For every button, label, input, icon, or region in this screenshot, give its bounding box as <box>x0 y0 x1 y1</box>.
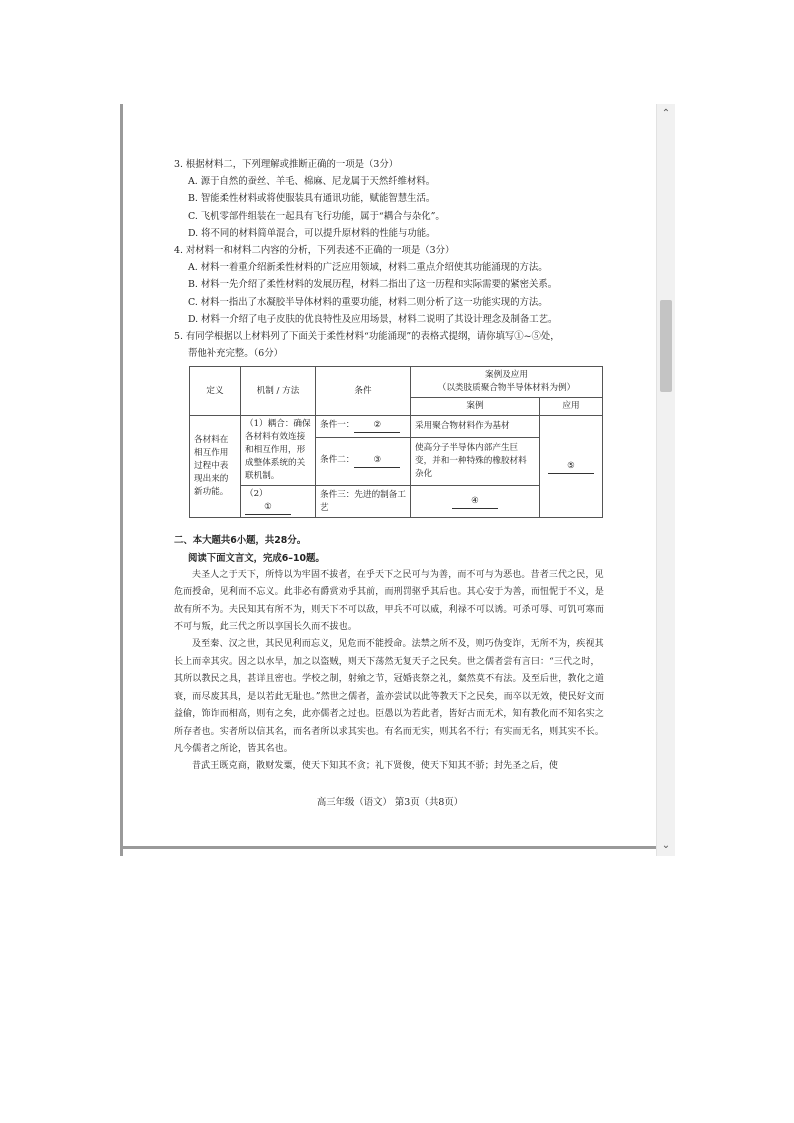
page-footer: 高三年级（语文） 第3页（共8页） <box>316 797 464 808</box>
q3-option-b: B. 智能柔性材料或将使服装具有通讯功能，赋能智慧生活。 <box>188 193 436 205</box>
application-cell <box>540 416 603 518</box>
mechanism-2-cell <box>241 486 316 518</box>
header-case-application <box>411 367 603 398</box>
blank-5[interactable]: ⑤ <box>548 460 594 474</box>
scroll-up-arrow-icon[interactable]: ⌃ <box>661 108 671 119</box>
condition-2-label: 条件二： <box>320 455 355 466</box>
condition-2-cell <box>316 437 411 486</box>
condition-3-cell: 条件三：先进的制备工艺 <box>316 486 411 518</box>
scroll-down-arrow-icon[interactable]: ⌄ <box>661 840 671 851</box>
header-case-application-note: （以类肢质聚合物半导体材料为例） <box>437 383 576 394</box>
scrollbar-thumb[interactable] <box>660 300 672 392</box>
page-left-border <box>120 104 123 856</box>
header-condition: 条件 <box>316 367 411 416</box>
question-5-stem-cont: 帮他补充完整。（6分） <box>188 348 284 360</box>
blank-2[interactable]: ② <box>354 419 400 433</box>
header-mechanism: 机制 / 方法 <box>241 367 316 416</box>
section-2-instruction: 阅读下面文言文，完成6–10题。 <box>188 552 325 564</box>
q4-option-c: C. 材料一指出了水凝胶半导体材料的重要功能，材料二则分析了这一功能实现的方法。 <box>188 296 548 308</box>
q4-option-b: B. 材料一先介绍了柔性材料的发展历程，材料二指出了这一历程和实际需要的紧密关系。 <box>188 279 558 291</box>
question-4-stem: 4. 对材料一和材料二内容的分析，下列表述不正确的一项是（3分） <box>174 245 455 257</box>
blank-1[interactable]: ① <box>245 501 291 515</box>
exam-page-content <box>174 156 606 776</box>
header-case: 案例 <box>411 398 540 416</box>
q4-option-d: D. 材料一介绍了电子皮肤的优良特性及应用场景，材料二说明了其设计理念及制备工艺。 <box>188 313 558 325</box>
q3-option-a: A. 源于自然的蚕丝、羊毛、棉麻、尼龙属于天然纤维材料。 <box>188 176 436 188</box>
mechanism-2-label: （2） <box>245 489 268 500</box>
header-definition: 定义 <box>190 367 241 416</box>
question-5-stem: 5. 有同学根据以上材料列了下面关于柔性材料“功能涌现”的表格式提纲，请你填写①~⑤处， <box>174 331 560 343</box>
condition-1-label: 条件一： <box>320 420 355 431</box>
condition-1-cell <box>316 416 411 437</box>
blank-4[interactable]: ④ <box>452 495 498 509</box>
section-2-heading: 二、本大题共6小题，共28分。 <box>174 535 307 547</box>
q3-option-c: C. 飞机零部件组装在一起具有飞行功能，属于“耦合与杂化”。 <box>188 210 445 222</box>
classical-passage-paragraph-1: 夫圣人之于天下，所恃以为牢固不拔者，在乎天下之民可与为善，而不可与为恶也。昔者三代之民，见危而授命，见利而不忘义。此非必有爵赏劝乎其前，而刑罚驱乎其后也。其心安于为善，而忸怩于不义，是故有所不为。夫民知其有所不为，则天下不可以敌，甲兵不可以威，利禄不可以诱。可杀可辱、可饥可寒而不可与叛，此三代之所以享国长久而不拔也。 <box>174 569 605 633</box>
blank-3[interactable]: ③ <box>354 454 400 468</box>
q4-option-a: A. 材料一着重介绍新柔性材料的广泛应用领域，材料二重点介绍使其功能涌现的方法。 <box>188 262 548 274</box>
mechanism-coupling: （1）耦合：确保各材料有效连接和相互作用，形成整体系统的关联机制。 <box>241 416 316 486</box>
case-2-cell: 使高分子半导体内部产生巨变，并和一种特殊的橡胶材料杂化 <box>411 437 540 486</box>
q3-option-d: D. 将不同的材料简单混合，可以提升原材料的性能与功能。 <box>188 227 436 239</box>
header-application: 应用 <box>540 398 603 416</box>
page-bottom-border <box>120 846 656 849</box>
vertical-scrollbar[interactable] <box>656 104 675 856</box>
question-3-stem: 3. 根据材料二，下列理解或推断正确的一项是（3分） <box>174 159 399 170</box>
case-1-cell: 采用聚合物材料作为基材 <box>411 416 540 437</box>
header-case-application-title: 案例及应用 <box>485 370 528 381</box>
classical-passage-paragraph-2: 及至秦、汉之世，其民见利而忘义，见危而不能授命。法禁之所不及，则巧伪变诈，无所不为，疾视其长上而幸其灾。因之以水旱，加之以盗贼，则天下荡然无复天子之民矣。世之儒者尝有言曰：“三代之时，其所以教民之具，甚详且密也。学校之制，射飨之节，冠婚丧祭之礼，粲然莫不有法。及至后世，教化之道衰，而尽废其具，是以若此无耻也。”然世之儒者，盖亦尝试以此等教天下之民矣，而卒以无效，使民好文而益偷，饰诈而相高，则有之矣，此亦儒者之过也。臣愚以为若此者，皆好古而无术，知有教化而不知名实之所存者也。实者所以信其名，而名者所以求其实也。有名而无实，则其名不行；有实而无名，则其实不长。凡今儒者之所论，皆其名也。 <box>174 639 605 754</box>
function-emergence-table <box>189 366 603 518</box>
classical-passage-paragraph-3: 昔武王既克商，散财发粟，使天下知其不贪；礼下贤俊，使天下知其不骄；封先圣之后，使 <box>192 761 559 772</box>
case-3-cell <box>411 486 540 518</box>
definition-cell: 各材料在相互作用过程中表现出来的新功能。 <box>190 416 241 518</box>
